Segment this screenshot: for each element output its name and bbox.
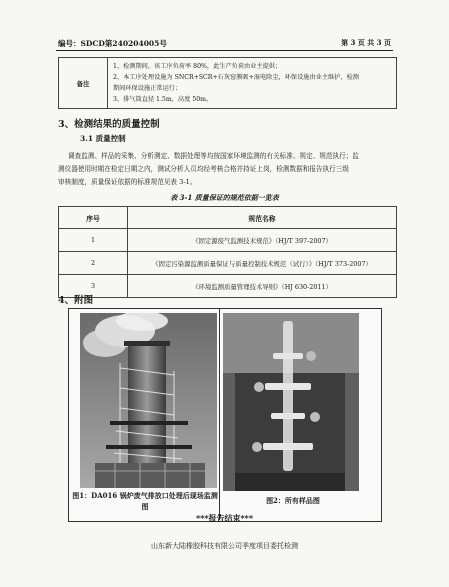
row-standard: 《环境监测质量管理技术导则》（HJ 630-2011） [128, 275, 397, 298]
page-indicator: 第 3 页 共 3 页 [341, 38, 391, 47]
standards-table [58, 206, 397, 298]
paragraph-line: 测仪器使用时期在检定日期之内，测试分析人员均经考核合格并持证上岗，检测数据和报告执行三级 [58, 165, 350, 173]
chimney-photo-graphic [80, 313, 217, 488]
remarks-line: 2、本工序处理设施为 SNCR+SCR+石灰窑膜吸+湿电除尘，环保设施由业主维护，检测 [113, 74, 359, 81]
remarks-table [58, 57, 397, 109]
remarks-line: 1、检测期间，该工序负荷率 80%，此生产负荷由业主提供； [113, 63, 282, 70]
report-end-mark: ***报告结束*** [195, 513, 254, 523]
report-number: 编号：SDCD第240204005号 [58, 39, 167, 48]
photo2-caption: 图2：所有样品图 [266, 496, 320, 505]
table-header-row [59, 207, 397, 229]
section-4-title: 4、附图 [58, 295, 94, 306]
row-index: 1 [59, 229, 128, 252]
section-3-title: 3、检测结果的质量控制 [58, 119, 160, 130]
table-caption: 表 3-1 质量保证的规范依据一览表 [170, 193, 279, 202]
samples-photo-graphic [223, 313, 359, 491]
subsection-3-1-title: 3.1 质量控制 [80, 134, 126, 143]
remarks-line: 3、排气筒直径 1.5m，高度 50m。 [113, 96, 213, 103]
remarks-content [108, 58, 397, 109]
column-header-name: 规范名称 [128, 207, 397, 229]
table-row [59, 229, 397, 252]
paragraph-line: 调查监测、样品的采集、分析测定、数据处理等均按国家环境监测的有关标准、规定、规范执行；监 [68, 152, 360, 160]
photo1-caption: 图1：DA016 锅炉废气排放口处理后现场监测图 [72, 491, 218, 511]
row-standard: 《固定污染源监测质量保证与质量控制技术规范（试行）》（HJ/T 373-2007） [128, 252, 397, 275]
footer-company: 山东新大陆橡胶科技有限公司季度项目委托检测 [151, 542, 298, 550]
column-header-index: 序号 [59, 207, 128, 229]
row-standard: 《固定源废气监测技术规范》（HJ/T 397-2007） [128, 229, 397, 252]
remarks-line: 期间环保设施正常运行； [113, 85, 182, 92]
table-row [59, 252, 397, 275]
samples-photo [223, 313, 359, 491]
row-index: 2 [59, 252, 128, 275]
photo-divider [219, 308, 220, 520]
header-rule [56, 50, 393, 51]
paragraph-line: 审核制度，质量保证依据的标准规范见表 3-1。 [58, 178, 197, 186]
row-index: 3 [59, 275, 128, 298]
chimney-photo [80, 313, 217, 488]
table-row [59, 275, 397, 298]
remarks-label: 备注 [59, 58, 108, 109]
